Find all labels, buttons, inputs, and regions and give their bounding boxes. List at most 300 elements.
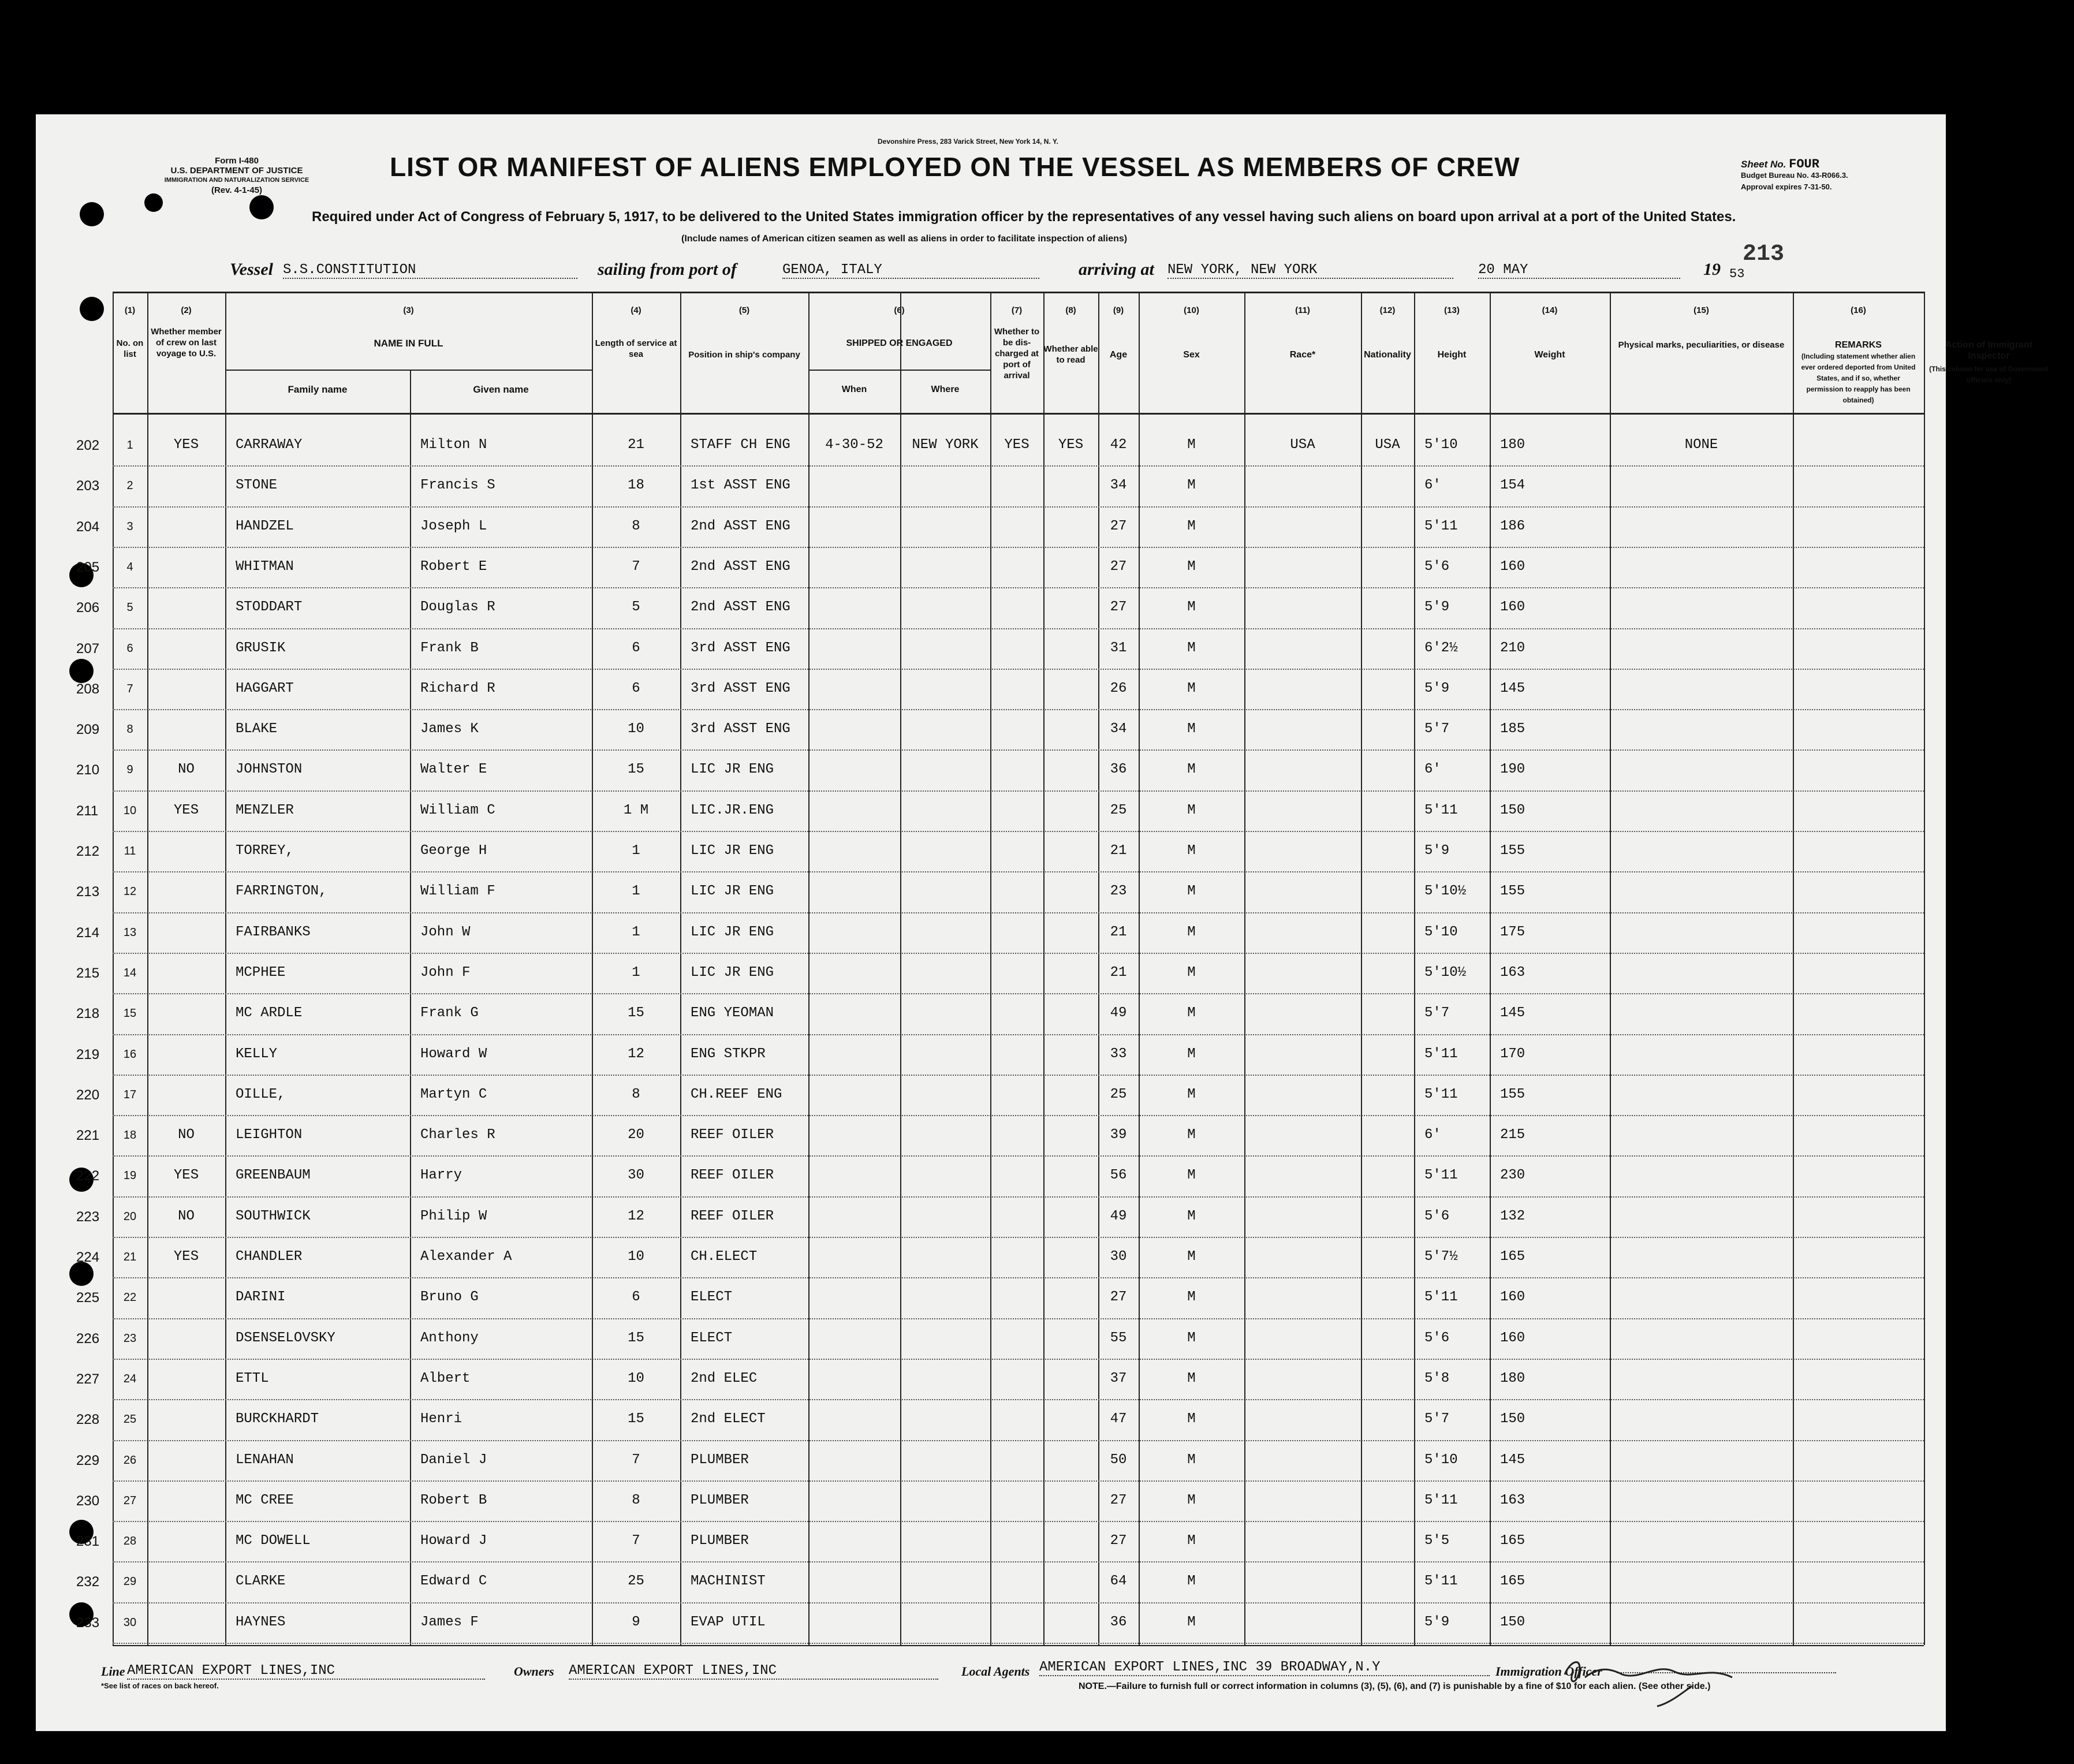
- cell-position: ELECT: [691, 1330, 733, 1346]
- cell-service: 8: [632, 1492, 640, 1508]
- cell-service: 5: [632, 599, 640, 616]
- page-title: LIST OR MANIFEST OF ALIENS EMPLOYED ON THE VESSEL AS MEMBERS OF CREW: [390, 152, 1520, 182]
- sailing-label: sailing from port of: [598, 260, 737, 279]
- cell-weight: 150: [1500, 1614, 1525, 1630]
- row-margin-number: 205: [76, 559, 100, 575]
- arriving-label: arriving at: [1079, 260, 1154, 279]
- year-prefix: 19: [1703, 260, 1721, 279]
- cell-family: HANDZEL: [236, 518, 294, 534]
- row-margin-number: 225: [76, 1290, 100, 1306]
- cell-weight: 180: [1500, 1370, 1525, 1386]
- column-rule: [1610, 292, 1611, 1645]
- cell-family: GRUSIK: [236, 640, 286, 656]
- cell-given: Frank B: [420, 640, 479, 656]
- cell-nationality: USA: [1375, 437, 1400, 453]
- cell-no: 22: [123, 1291, 137, 1304]
- row-margin-number: 220: [76, 1087, 100, 1103]
- cell-position: LIC JR ENG: [691, 924, 774, 940]
- cell-family: MC ARDLE: [236, 1005, 303, 1021]
- cell-sex: M: [1187, 558, 1196, 575]
- cell-height: 5'11: [1424, 1086, 1458, 1102]
- cell-position: LIC JR ENG: [691, 843, 774, 859]
- header-when: When: [841, 385, 867, 394]
- cell-sex: M: [1187, 1208, 1196, 1224]
- cell-position: LIC JR ENG: [691, 883, 774, 900]
- cell-given: Harry: [420, 1168, 462, 1184]
- column-number: (14): [1542, 305, 1558, 315]
- row-rule: [113, 1643, 1924, 1644]
- cell-age: 25: [1110, 1086, 1127, 1102]
- row-margin-number: 231: [76, 1534, 100, 1550]
- agents-company: AMERICAN EXPORT LINES,INC 39 BROADWAY,N.Y: [1039, 1659, 1490, 1676]
- cell-service: 1: [632, 924, 640, 940]
- header-physical: Physical marks, peculiarities, or disease: [1618, 340, 1785, 350]
- cell-given: Edward C: [420, 1573, 487, 1590]
- header-no-on-list: No. on list: [116, 338, 144, 359]
- include-note: (Include names of American citizen seamen as well as aliens in order to facilitate inspection of aliens): [681, 234, 1128, 244]
- cell-height: 5'7: [1424, 1005, 1450, 1021]
- cell-age: 27: [1110, 1533, 1127, 1549]
- races-note: *See list of races on back hereof.: [101, 1681, 219, 1690]
- requirement-text: Required under Act of Congress of February 5, 1917, to be delivered to the United States immigration officer by the representatives of any vessel having such aliens on board upon arrival at a port of the United States.: [312, 209, 1736, 225]
- cell-service: 25: [628, 1573, 644, 1590]
- cell-family: MC CREE: [236, 1492, 294, 1508]
- cell-height: 5'6: [1424, 558, 1450, 575]
- cell-sex: M: [1187, 437, 1196, 453]
- arrival-date: 20 MAY: [1478, 262, 1680, 279]
- cell-service: 15: [628, 1330, 644, 1346]
- cell-age: 27: [1110, 1492, 1127, 1508]
- cell-sex: M: [1187, 518, 1196, 534]
- cell-height: 5'10: [1424, 1452, 1458, 1468]
- cell-position: ELECT: [691, 1289, 733, 1306]
- column-number: (5): [738, 305, 750, 315]
- row-rule: [113, 1196, 1924, 1198]
- row-rule: [113, 790, 1924, 792]
- cell-position: PLUMBER: [691, 1452, 749, 1468]
- row-margin-number: 202: [76, 438, 100, 453]
- cell-sex: M: [1187, 1249, 1196, 1265]
- cell-given: Henri: [420, 1411, 462, 1427]
- cell-family: LENAHAN: [236, 1452, 294, 1468]
- form-info: [144, 156, 329, 195]
- cell-given: Douglas R: [420, 599, 495, 616]
- cell-age: 27: [1110, 558, 1127, 575]
- cell-service: 12: [628, 1208, 644, 1224]
- row-rule: [113, 709, 1924, 710]
- header-name-in-full: NAME IN FULL: [374, 338, 443, 349]
- row-rule: [113, 1440, 1924, 1441]
- cell-no: 20: [123, 1210, 137, 1223]
- header-given-name: Given name: [473, 384, 529, 395]
- header-action-sub: (This column for use of Government officials only): [1929, 365, 2049, 384]
- cell-height: 5'11: [1424, 1046, 1458, 1062]
- row-rule: [113, 1115, 1924, 1116]
- punch-hole: [80, 202, 104, 226]
- cell-race: USA: [1290, 437, 1315, 453]
- row-margin-number: 229: [76, 1452, 100, 1468]
- cell-position: 2nd ASST ENG: [691, 558, 790, 575]
- cell-height: 5'9: [1424, 599, 1450, 616]
- cell-height: 5'8: [1424, 1370, 1450, 1386]
- row-margin-number: 224: [76, 1250, 100, 1265]
- cell-given: Walter E: [420, 762, 487, 778]
- row-margin-number: 208: [76, 681, 100, 697]
- cell-position: 3rd ASST ENG: [691, 640, 790, 656]
- column-number: (4): [631, 305, 641, 315]
- row-rule: [113, 993, 1924, 994]
- sheet-number: [1741, 157, 1819, 171]
- cell-no: 7: [126, 682, 133, 695]
- line-company: AMERICAN EXPORT LINES,INC: [127, 1663, 485, 1680]
- cell-service: 6: [632, 680, 640, 696]
- cell-age: 33: [1110, 1046, 1127, 1062]
- cell-position: REEF OILER: [691, 1208, 774, 1224]
- cell-age: 27: [1110, 1289, 1127, 1306]
- year-value: 53: [1729, 267, 1745, 281]
- cell-sex: M: [1187, 1614, 1196, 1630]
- cell-given: Albert: [420, 1370, 471, 1386]
- cell-height: 5'7: [1424, 1411, 1450, 1427]
- cell-age: 39: [1110, 1127, 1127, 1143]
- cell-service: 20: [628, 1127, 644, 1143]
- row-margin-number: 215: [76, 965, 100, 981]
- cell-service: 6: [632, 1289, 640, 1306]
- cell-given: Alexander A: [420, 1249, 512, 1265]
- cell-position: 2nd ELECT: [691, 1411, 766, 1427]
- row-margin-number: 214: [76, 924, 100, 941]
- cell-sex: M: [1187, 1330, 1196, 1346]
- cell-service: 6: [632, 640, 640, 656]
- cell-given: Philip W: [420, 1208, 487, 1224]
- cell-family: JOHNSTON: [236, 762, 303, 778]
- column-number: (6): [894, 305, 905, 315]
- row-rule: [113, 749, 1924, 751]
- row-margin-number: 203: [76, 478, 100, 494]
- cell-service: 10: [628, 1370, 644, 1386]
- cell-position: PLUMBER: [691, 1492, 749, 1508]
- cell-age: 49: [1110, 1005, 1127, 1021]
- cell-sex: M: [1187, 883, 1196, 900]
- cell-no: 13: [123, 926, 137, 939]
- cell-position: 2nd ASST ENG: [691, 599, 790, 616]
- cell-sex: M: [1187, 640, 1196, 656]
- cell-service: 18: [628, 478, 644, 494]
- cell-service: 15: [628, 1005, 644, 1021]
- approval-expires: Approval expires 7-31-50.: [1741, 182, 1832, 191]
- row-rule: [113, 1359, 1924, 1360]
- row-margin-number: 233: [76, 1614, 100, 1631]
- column-rule: [1043, 292, 1045, 1645]
- cell-service: 1: [632, 964, 640, 980]
- cell-weight: 160: [1500, 558, 1525, 575]
- cell-sex: M: [1187, 1127, 1196, 1143]
- cell-age: 64: [1110, 1573, 1127, 1590]
- cell-sex: M: [1187, 680, 1196, 696]
- cell-given: Bruno G: [420, 1289, 479, 1306]
- column-rule: [1490, 292, 1491, 1645]
- cell-height: 5'6: [1424, 1208, 1450, 1224]
- stamp-number: 213: [1743, 241, 1785, 267]
- header-shipped-engaged: SHIPPED OR ENGAGED: [846, 338, 953, 348]
- cell-family: KELLY: [236, 1046, 278, 1062]
- cell-given: James F: [420, 1614, 479, 1630]
- row-rule: [113, 1155, 1924, 1157]
- cell-weight: 145: [1500, 680, 1525, 696]
- row-margin-number: 227: [76, 1371, 100, 1387]
- cell-given: Robert B: [420, 1492, 487, 1508]
- form-number: Form I-480: [215, 156, 259, 166]
- header-able-read: Whether able to read: [1043, 344, 1098, 365]
- row-rule: [113, 1521, 1924, 1522]
- cell-age: 36: [1110, 762, 1127, 778]
- form-revision: (Rev. 4-1-45): [211, 185, 263, 195]
- cell-no: 16: [123, 1047, 137, 1061]
- cell-position: REEF OILER: [691, 1127, 774, 1143]
- punch-hole: [144, 193, 163, 212]
- cell-no: 4: [126, 560, 133, 573]
- row-rule: [113, 1318, 1924, 1319]
- budget-bureau: Budget Bureau No. 43-R066.3.: [1741, 171, 1848, 180]
- cell-weight: 150: [1500, 802, 1525, 818]
- cell-height: 5'11: [1424, 802, 1458, 818]
- cell-service: 1 M: [623, 802, 649, 818]
- cell-age: 37: [1110, 1370, 1127, 1386]
- column-rule: [808, 292, 810, 1645]
- cell-weight: 132: [1500, 1208, 1525, 1224]
- fine-note: NOTE.—Failure to furnish full or correct information in columns (3), (5), (6), and (7) is punishable by a fine of $10 for each alien. (See other side.): [1079, 1681, 1711, 1691]
- cell-age: 36: [1110, 1614, 1127, 1630]
- cell-position: CH.REEF ENG: [691, 1086, 782, 1102]
- name-subheader-rule: [225, 370, 592, 371]
- cell-no: 5: [126, 601, 133, 614]
- cell-sex: M: [1187, 924, 1196, 940]
- cell-family: OILLE,: [236, 1086, 286, 1102]
- cell-service: 1: [632, 883, 640, 900]
- column-rule: [680, 292, 681, 1645]
- row-rule: [113, 1399, 1924, 1400]
- cell-weight: 154: [1500, 478, 1525, 494]
- cell-age: 47: [1110, 1411, 1127, 1427]
- cell-sex: M: [1187, 1370, 1196, 1386]
- cell-sex: M: [1187, 1289, 1196, 1306]
- cell-height: 5'9: [1424, 1614, 1450, 1630]
- cell-age: 34: [1110, 721, 1127, 737]
- cell-given: Francis S: [420, 478, 495, 494]
- row-margin-number: 222: [76, 1168, 100, 1184]
- cell-family: CHANDLER: [236, 1249, 303, 1265]
- punch-hole: [69, 659, 94, 683]
- cell-sex: M: [1187, 1168, 1196, 1184]
- cell-sex: M: [1187, 1005, 1196, 1021]
- cell-no: 29: [123, 1575, 137, 1588]
- row-margin-number: 213: [76, 884, 100, 900]
- column-number: (8): [1065, 305, 1076, 315]
- officer-label: Immigration Officer: [1495, 1664, 1602, 1679]
- cell-sex: M: [1187, 843, 1196, 859]
- cell-position: PLUMBER: [691, 1533, 749, 1549]
- cell-weight: 163: [1500, 964, 1525, 980]
- shipped-subheader-rule: [808, 370, 990, 371]
- cell-family: MC DOWELL: [236, 1533, 311, 1549]
- table-top-rule: [113, 292, 1924, 293]
- sheet-value: FOUR: [1789, 157, 1819, 171]
- row-rule: [113, 912, 1924, 913]
- cell-height: 6'2½: [1424, 640, 1458, 656]
- cell-family: FAIRBANKS: [236, 924, 311, 940]
- column-number: (9): [1113, 305, 1124, 315]
- cell-service: 7: [632, 1533, 640, 1549]
- header-family-name: Family name: [288, 384, 348, 395]
- column-number: (16): [1851, 305, 1866, 315]
- owners-label: Owners: [514, 1664, 554, 1679]
- cell-height: 5'6: [1424, 1330, 1450, 1346]
- cell-sex: M: [1187, 478, 1196, 494]
- cell-service: 21: [628, 437, 644, 453]
- cell-service: 9: [632, 1614, 640, 1630]
- cell-age: 50: [1110, 1452, 1127, 1468]
- cell-family: MENZLER: [236, 802, 294, 818]
- column-number: (12): [1379, 305, 1396, 315]
- cell-weight: 165: [1500, 1249, 1525, 1265]
- column-rule: [1414, 292, 1415, 1645]
- cell-no: 17: [123, 1088, 137, 1101]
- cell-when: 4-30-52: [825, 437, 883, 453]
- port-to: NEW YORK, NEW YORK: [1167, 262, 1453, 279]
- department: U.S. DEPARTMENT OF JUSTICE: [170, 166, 303, 176]
- cell-family: BURCKHARDT: [236, 1411, 319, 1427]
- cell-no: 18: [123, 1129, 137, 1142]
- cell-weight: 160: [1500, 599, 1525, 616]
- cell-height: 5'10: [1424, 924, 1458, 940]
- cell-weight: 155: [1500, 843, 1525, 859]
- cell-age: 25: [1110, 802, 1127, 818]
- header-remarks-sub: (Including statement whether alien ever ordered deported from United States, and if so, whether permission to reapply has been obtained): [1801, 352, 1916, 404]
- row-rule: [113, 871, 1924, 872]
- column-rule: [990, 292, 991, 1645]
- cell-service: 7: [632, 558, 640, 575]
- cell-family: GREENBAUM: [236, 1168, 311, 1184]
- cell-family: BLAKE: [236, 721, 278, 737]
- officer-signature: [1559, 1646, 1750, 1709]
- cell-age: 31: [1110, 640, 1127, 656]
- row-margin-number: 211: [76, 803, 99, 819]
- cell-position: 2nd ELEC: [691, 1370, 758, 1386]
- row-rule: [113, 1034, 1924, 1035]
- cell-sex: M: [1187, 1046, 1196, 1062]
- vessel-label: Vessel: [230, 260, 273, 279]
- column-number: (7): [1011, 305, 1023, 315]
- cell-weight: 165: [1500, 1573, 1525, 1590]
- line-label: Line: [101, 1664, 125, 1679]
- column-rule: [900, 370, 901, 1645]
- cell-no: 15: [123, 1007, 137, 1020]
- row-rule: [113, 1480, 1924, 1482]
- cell-no: 12: [123, 885, 137, 898]
- row-margin-number: 207: [76, 640, 100, 657]
- cell-member: YES: [173, 437, 199, 453]
- cell-given: Howard J: [420, 1533, 487, 1549]
- cell-age: 34: [1110, 478, 1127, 494]
- cell-service: 8: [632, 1086, 640, 1102]
- cell-sex: M: [1187, 802, 1196, 818]
- cell-age: 49: [1110, 1208, 1127, 1224]
- cell-position: 1st ASST ENG: [691, 478, 790, 494]
- cell-position: ENG STKPR: [691, 1046, 766, 1062]
- cell-no: 28: [123, 1535, 137, 1548]
- cell-family: ETTL: [236, 1370, 269, 1386]
- row-margin-number: 228: [76, 1412, 100, 1428]
- cell-no: 24: [123, 1372, 137, 1385]
- row-margin-number: 223: [76, 1209, 100, 1225]
- row-rule: [113, 953, 1924, 954]
- cell-sex: M: [1187, 964, 1196, 980]
- cell-family: DARINI: [236, 1289, 286, 1306]
- cell-sex: M: [1187, 1492, 1196, 1508]
- cell-no: 14: [123, 966, 137, 979]
- header-weight: Weight: [1534, 350, 1565, 360]
- cell-height: 5'11: [1424, 1168, 1458, 1184]
- row-margin-number: 209: [76, 722, 100, 738]
- cell-family: FARRINGTON,: [236, 883, 327, 900]
- cell-position: LIC.JR.ENG: [691, 802, 774, 818]
- cell-discharged: YES: [1004, 437, 1029, 453]
- row-margin-number: 212: [76, 844, 100, 859]
- cell-family: TORREY,: [236, 843, 294, 859]
- column-number: (13): [1444, 305, 1460, 315]
- header-position: Position in ship's company: [688, 350, 800, 360]
- cell-no: 27: [123, 1494, 137, 1507]
- row-rule: [113, 1075, 1924, 1076]
- row-rule: [113, 669, 1924, 670]
- row-margin-number: 226: [76, 1330, 100, 1347]
- row-rule: [113, 1602, 1924, 1603]
- cell-no: 6: [126, 642, 133, 655]
- header-remarks: REMARKS: [1835, 340, 1882, 350]
- cell-service: 8: [632, 518, 640, 534]
- cell-weight: 175: [1500, 924, 1525, 940]
- header-bottom-rule: [113, 413, 1924, 415]
- cell-no: 21: [123, 1251, 137, 1263]
- column-rule: [1244, 292, 1245, 1645]
- cell-sex: M: [1187, 721, 1196, 737]
- cell-family: CLARKE: [236, 1573, 286, 1590]
- cell-sex: M: [1187, 1411, 1196, 1427]
- header-discharged: Whether to be dis-charged at port of arrival: [994, 327, 1040, 381]
- cell-height: 5'9: [1424, 680, 1450, 696]
- cell-member: YES: [173, 1249, 199, 1265]
- column-number: (2): [181, 305, 192, 315]
- cell-position: LIC JR ENG: [691, 964, 774, 980]
- cell-given: James K: [420, 721, 479, 737]
- cell-given: John F: [420, 964, 471, 980]
- row-margin-number: 204: [76, 519, 100, 535]
- cell-family: MCPHEE: [236, 964, 286, 980]
- header-whether-member: Whether member of crew on last voyage to U.S.: [151, 327, 222, 359]
- cell-weight: 230: [1500, 1168, 1525, 1184]
- column-rule: [1924, 292, 1925, 1645]
- cell-sex: M: [1187, 1086, 1196, 1102]
- cell-weight: 210: [1500, 640, 1525, 656]
- column-rule: [410, 370, 411, 1645]
- cell-weight: 186: [1500, 518, 1525, 534]
- cell-given: Joseph L: [420, 518, 487, 534]
- cell-member: NO: [178, 1127, 195, 1143]
- cell-position: 3rd ASST ENG: [691, 680, 790, 696]
- cell-weight: 190: [1500, 762, 1525, 778]
- column-number: (10): [1184, 305, 1199, 315]
- cell-no: 3: [126, 520, 133, 533]
